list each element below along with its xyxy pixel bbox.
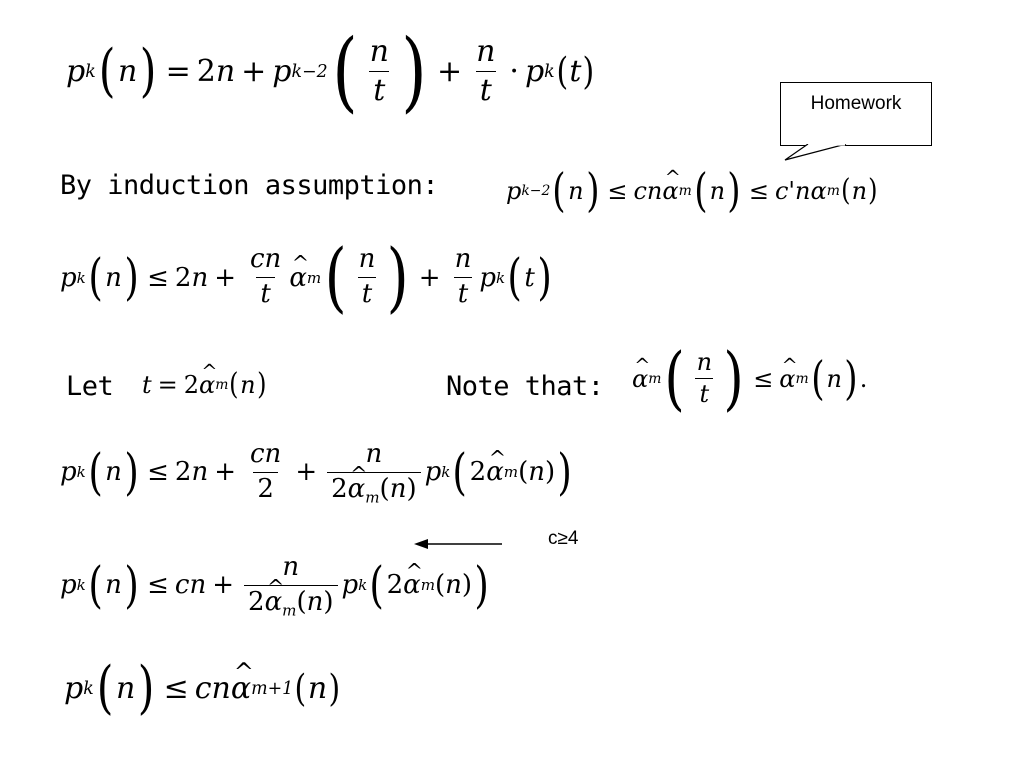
den: t [256, 277, 274, 310]
paren: ( [810, 352, 825, 405]
op-le: ≤ [748, 176, 769, 205]
paren: ( [452, 442, 468, 501]
equation-recurrence: p k ( n ) = 2 n + p k−2 ( $\frac{n}{t}$ ) + $\frac{n}{t}$ · p k ( t ) [66, 20, 595, 122]
sym-n: n [851, 176, 868, 205]
alpha-hat: ^ α [486, 457, 504, 487]
sub-m: m [365, 488, 380, 507]
sym-p: p [341, 570, 359, 601]
frac-n-2alpha [244, 553, 337, 618]
op-eq: = [157, 371, 178, 399]
den: 2^ $\alpha_m(n)$ [327, 472, 420, 505]
sym-p: p [60, 262, 77, 293]
homework-callout [780, 82, 932, 146]
frac-n-t [366, 35, 393, 109]
let-text: Let [66, 371, 114, 402]
op-le: ≤ [753, 364, 774, 393]
sym-t: t [569, 54, 582, 89]
alpha-hat: ^ α [632, 365, 648, 393]
paren: ) [727, 164, 741, 217]
frac-cn-t [246, 245, 285, 310]
paren: ( [841, 172, 851, 208]
den: t [476, 71, 496, 109]
op-le: ≤ [147, 262, 169, 293]
paren: ( [88, 555, 103, 614]
paren: ) [868, 172, 878, 208]
paren: ) [387, 233, 410, 321]
paren: ) [124, 442, 139, 501]
op-plus: + [214, 262, 236, 293]
alpha-hat: ^ α [662, 177, 678, 205]
paren: ) [140, 38, 157, 104]
paren: ) [124, 555, 139, 614]
alpha-hat: ^ α [199, 371, 215, 399]
sym-n: n [191, 457, 209, 488]
paren: ( [88, 248, 103, 306]
num: cn [250, 439, 282, 469]
sym-n: n [105, 457, 122, 488]
paren: ) [844, 352, 858, 405]
sym-2: 2 [331, 473, 348, 504]
op-plus: + [295, 457, 318, 488]
alpha-hat: ^ α [348, 475, 366, 505]
frac-n-t [451, 245, 476, 310]
alpha-hat: ^ α [265, 588, 283, 618]
sym-p: p [60, 457, 77, 488]
equation-note: ^ α m ( $\frac{n}{t}$ ) ≤ ^ α m ( n ) . [632, 344, 867, 414]
op-le: ≤ [147, 570, 169, 601]
num: n [476, 33, 496, 69]
op-plus: + [212, 570, 235, 601]
sym-n: n [709, 176, 726, 205]
alpha: α [810, 176, 827, 205]
num: n [358, 244, 376, 275]
arrow-label: c≥4 [548, 528, 579, 549]
op-le: ≤ [147, 457, 169, 488]
op-plus: + [418, 262, 441, 293]
sym-n: n [306, 586, 324, 617]
sym-2: 2 [386, 570, 404, 601]
paren: ) [401, 20, 427, 122]
callout-text: Homework [810, 93, 902, 114]
equation-let: t = 2 ^ α m ( n ) [142, 370, 267, 400]
frac-n-2alpha [327, 440, 420, 505]
alpha-hat: ^ α [779, 365, 795, 393]
num: n [365, 439, 383, 469]
den: t [454, 277, 472, 310]
sym-2: 2 [174, 457, 192, 488]
sym-cn: cn [194, 671, 231, 706]
sym-n: n [105, 570, 122, 601]
paren: ( [507, 248, 522, 306]
den: t [695, 378, 713, 409]
paren: ) [124, 248, 139, 306]
period: . [859, 364, 868, 393]
sym-n: n [118, 54, 138, 89]
paren: ( [664, 338, 686, 419]
sym-p: p [64, 671, 84, 706]
sym-p: p [66, 54, 86, 89]
paren: ( [556, 48, 568, 93]
sub-m: m [282, 601, 297, 620]
sym-n: n [105, 262, 122, 293]
equation-bound-2: p k ( n ) ≤ 2 n + $\frac{cn}{2}$ + $\frac{n}{2\^{} \alpha_m(n)}$ p k ( 2 ^ α m ( n ) ) [60, 440, 574, 505]
den: 2 [253, 472, 278, 505]
sym-n: n [215, 54, 236, 89]
paren: ) [328, 665, 341, 710]
sym-2: 2 [196, 54, 216, 89]
frac-n-t [355, 245, 380, 310]
left-arrow-icon [410, 535, 510, 555]
paren: ( [229, 367, 239, 402]
op-eq: = [165, 54, 191, 89]
paren: ) [138, 655, 155, 721]
paren: ( [369, 555, 385, 614]
sym-n: n [191, 262, 209, 293]
sym-t: t [142, 371, 152, 399]
paren: ( [694, 164, 708, 217]
equation-conclusion: p k ( n ) ≤ cn ^ α m+1 ( n ) [64, 660, 342, 717]
paren: ) [582, 48, 595, 93]
callout-tail [780, 144, 870, 164]
sym-2: 2 [248, 586, 265, 617]
sym-n: n [826, 364, 842, 393]
paren: ( [294, 665, 307, 710]
num: n [696, 347, 713, 376]
alpha-hat: ^ α [403, 570, 421, 600]
frac-n-t [472, 35, 499, 109]
sym-cn: cn [633, 176, 663, 205]
num: n [282, 552, 300, 582]
sym-n: n [240, 371, 256, 399]
den: t [358, 277, 376, 310]
sym-cn: cn [174, 570, 207, 601]
den: 2^ $\alpha_m(n)$ [244, 585, 337, 618]
sym-t: t [524, 262, 535, 293]
alpha-hat: ^ α [231, 671, 251, 706]
num: n [369, 33, 389, 69]
frac-cn-2 [246, 440, 285, 505]
op-dot: · [509, 54, 519, 89]
sym-n: n [389, 473, 407, 504]
op-plus: + [214, 457, 236, 488]
sym-cprime: c' [774, 176, 796, 205]
paren: ) [557, 442, 573, 501]
sym-p: p [60, 570, 77, 601]
sym-2: 2 [174, 262, 192, 293]
num: cn [250, 244, 282, 275]
equation-induction: p k−2 ( n ) ≤ cn ^ α m ( n ) ≤ c' n α m ( n ) [506, 168, 879, 214]
sym-p: p [424, 457, 442, 488]
induction-text: By induction assumption: [60, 170, 439, 201]
paren: ) [585, 164, 600, 217]
paren: ) [474, 555, 489, 614]
frac-n-t [693, 349, 716, 409]
sym-p: p [524, 54, 545, 89]
sym-2: 2 [183, 371, 200, 399]
den: t [369, 71, 389, 109]
num: n [454, 244, 472, 275]
paren: ) [537, 248, 552, 306]
sym-n: n [795, 176, 811, 205]
op-plus: + [241, 54, 267, 89]
paren: ( [96, 655, 114, 721]
paren: ( [98, 38, 116, 104]
op-le: ≤ [163, 671, 189, 706]
sym-n: n [445, 570, 462, 601]
equation-bound-3: p k ( n ) ≤ cn + $\frac{n}{2\^{} \alpha_m(n)}$ p k ( 2 ^ α m ( n ) ) [60, 553, 491, 618]
op-le: ≤ [607, 176, 628, 205]
op-plus: + [436, 54, 463, 89]
sym-p: p [479, 262, 496, 293]
paren: ) [256, 367, 267, 402]
equation-bound-1: p k ( n ) ≤ 2 n + $\frac{cn}{t}$ ^ α m ( $\frac{n}{t}$ ) + $\frac{n}{t}$ p k ( t ) [60, 240, 554, 315]
paren: ( [552, 164, 566, 217]
note-text: Note that: [446, 371, 604, 402]
sym-n: n [528, 457, 545, 488]
sym-n: n [116, 671, 136, 706]
sym-p: p [272, 54, 292, 89]
paren: ) [723, 338, 744, 419]
sym-2: 2 [469, 457, 487, 488]
sym-p: p [506, 176, 522, 205]
paren: ( [324, 233, 347, 321]
sym-n: n [568, 176, 584, 205]
paren: ( [331, 20, 358, 122]
paren: ( [88, 442, 103, 501]
alpha-hat: ^ α [289, 263, 307, 293]
sym-n: n [307, 671, 328, 706]
